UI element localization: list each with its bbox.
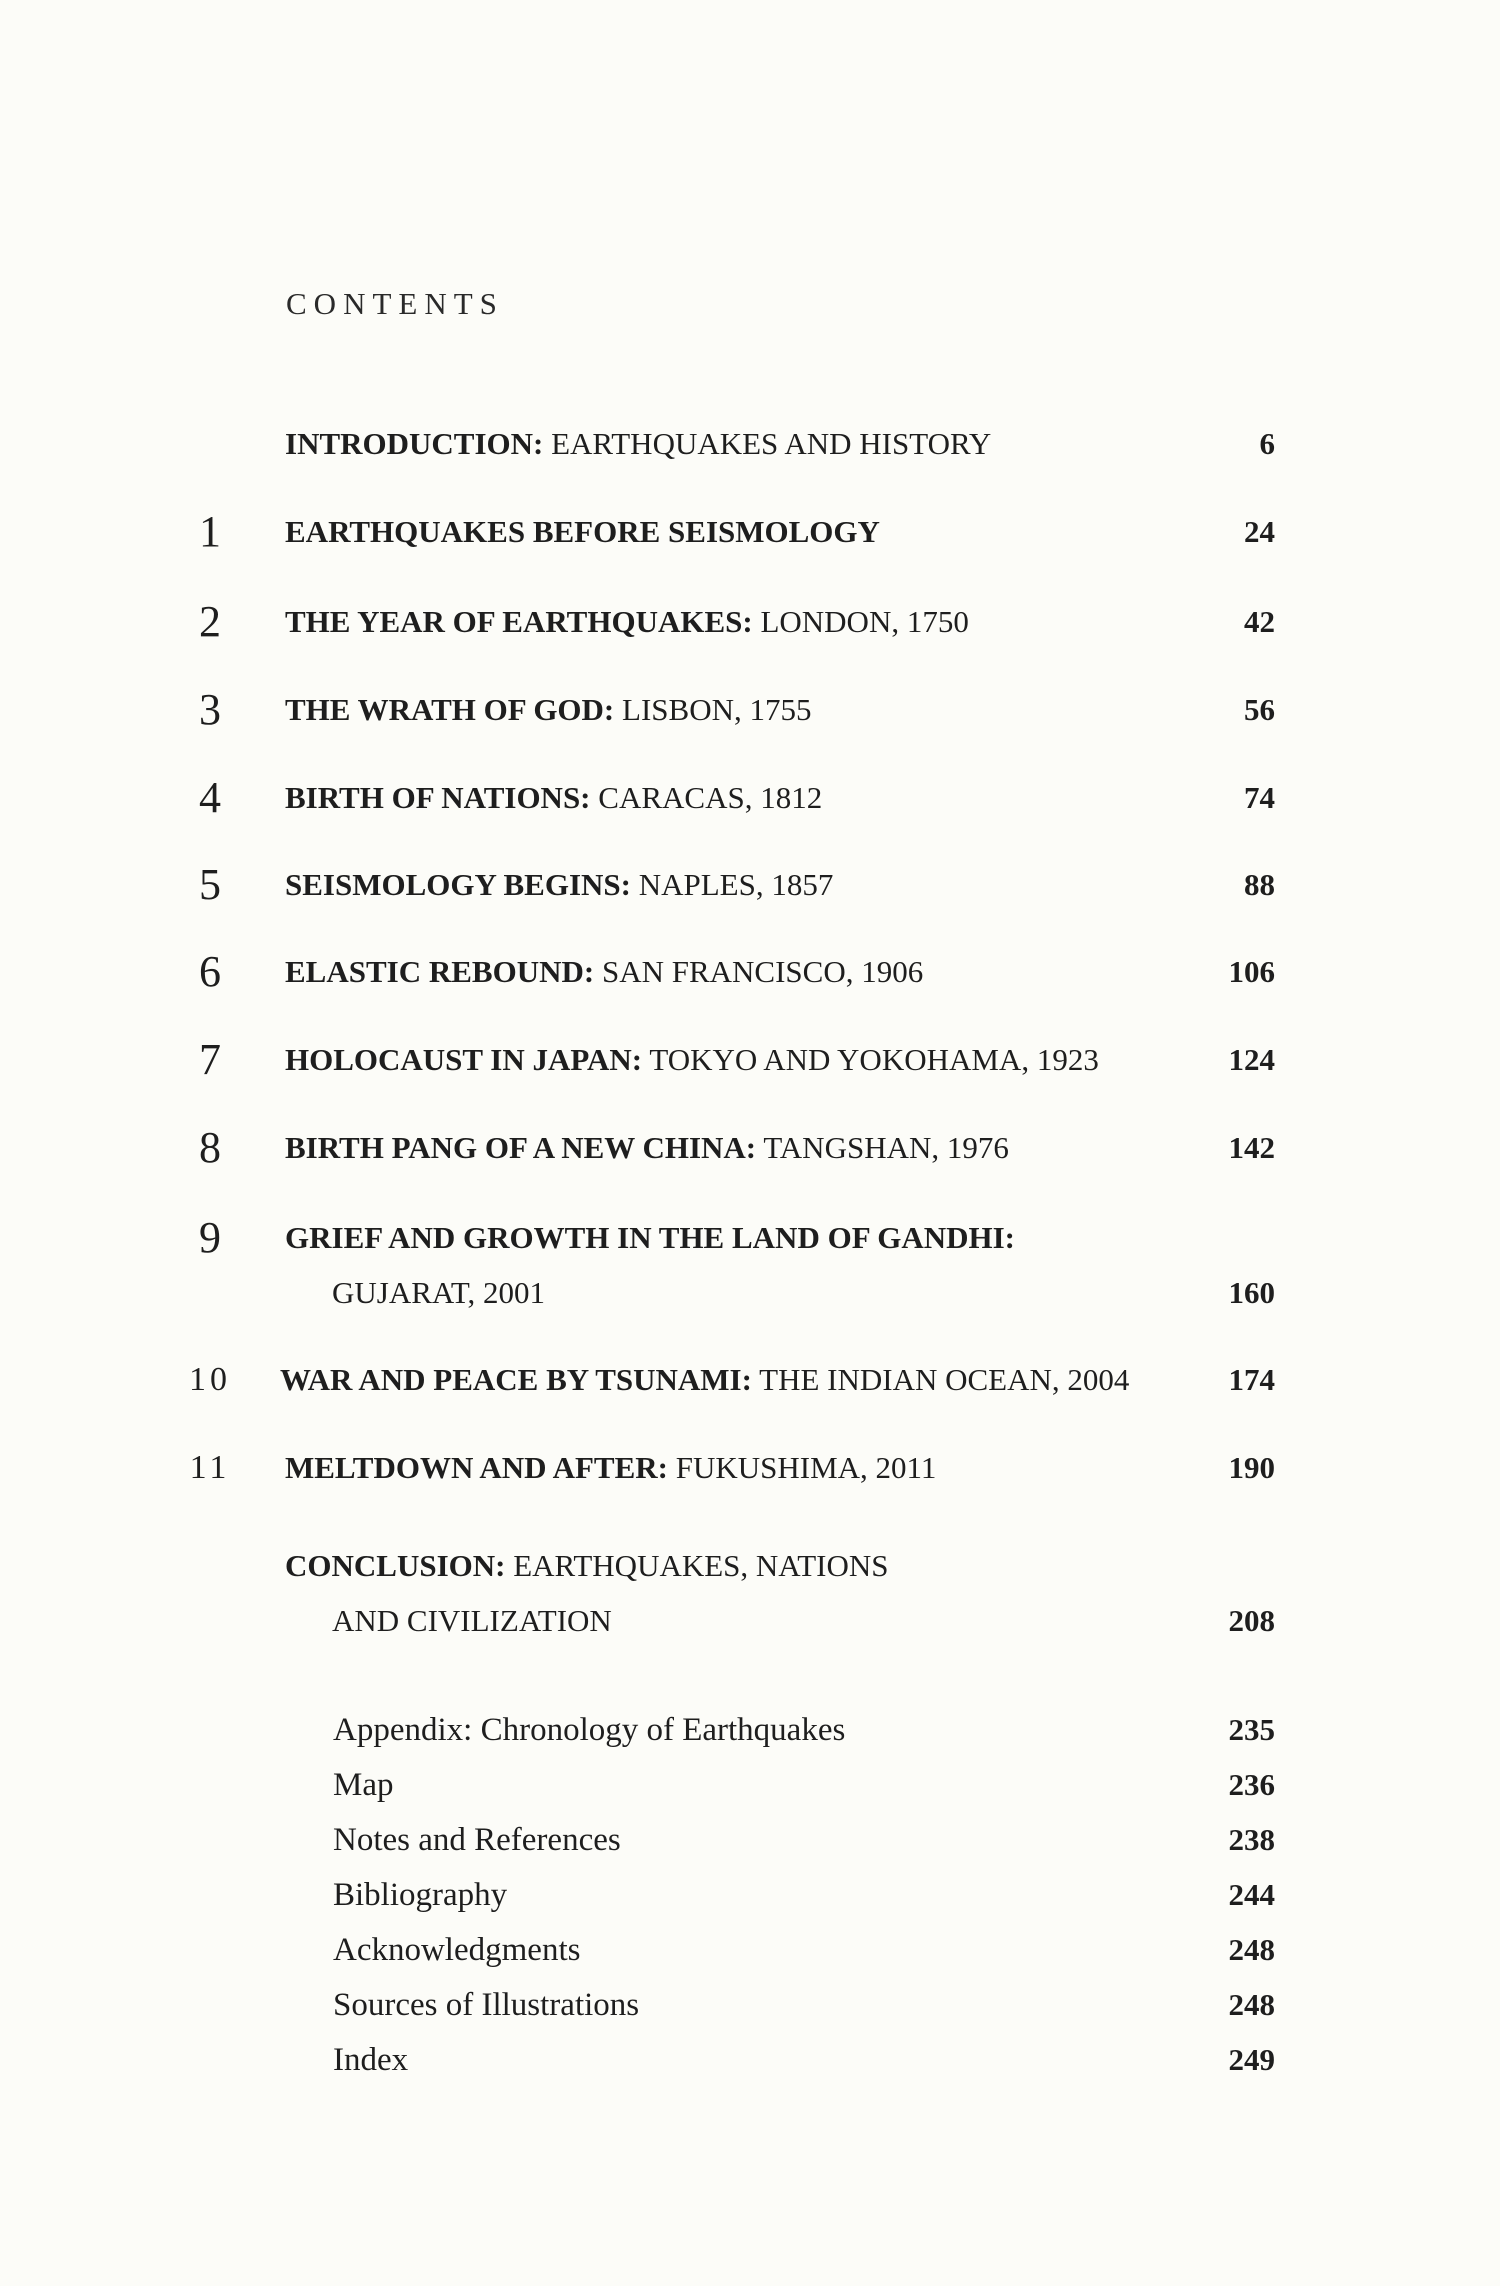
entry-title-bold: WAR AND PEACE BY TSUNAMI: [280,1362,752,1397]
chapter-number: 2 [199,597,221,646]
entry-title [285,768,822,828]
entry-title-bold: BIRTH OF NATIONS: [285,780,591,815]
entry-title-plain: FUKUSHIMA, 2011 [675,1450,937,1485]
entry-title-plain: LISBON, 1755 [622,692,812,727]
entry-title-bold: HOLOCAUST IN JAPAN: [285,1042,643,1077]
toc-entry-chapter-8[interactable] [0,1118,1500,1178]
toc-entry-chapter-1[interactable] [0,502,1500,562]
entry-title-plain: THE INDIAN OCEAN, 2004 [759,1362,1130,1397]
page-number: 160 [1228,1275,1275,1310]
chapter-number: 10 [189,1361,231,1398]
page-number: 248 [1228,1932,1275,1967]
page-number: 106 [1228,954,1275,989]
entry-title-bold: CONCLUSION: [285,1548,506,1583]
back-matter-label: Appendix: Chronology of Earthquakes [333,1712,846,1748]
back-matter-map[interactable] [0,1757,1500,1813]
entry-title-continuation: AND CIVILIZATION [332,1603,612,1638]
page-number: 42 [1244,604,1275,639]
page-number: 208 [1228,1603,1275,1638]
page-number: 190 [1228,1450,1275,1485]
chapter-number: 11 [189,1449,231,1486]
back-matter-bibliography[interactable] [0,1867,1500,1923]
entry-title [285,942,923,1002]
entry-title [285,1438,936,1498]
page-number: 236 [1228,1767,1275,1802]
chapter-number: 6 [199,947,221,996]
entry-title-plain: EARTHQUAKES AND HISTORY [551,426,992,461]
entry-title [285,680,811,740]
page-number: 24 [1244,514,1275,549]
toc-entry-chapter-10[interactable] [0,1350,1500,1410]
entry-title [285,414,991,474]
back-matter-label: Map [333,1767,394,1803]
toc-entry-chapter-9[interactable] [0,1208,1500,1328]
entry-title-bold: SEISMOLOGY BEGINS: [285,867,631,902]
toc-entry-chapter-4[interactable] [0,768,1500,828]
toc-entry-conclusion[interactable] [0,1536,1500,1656]
chapter-number: 8 [199,1123,221,1172]
toc-entry-chapter-7[interactable] [0,1030,1500,1090]
back-matter-index[interactable] [0,2032,1500,2088]
entry-title [285,1030,1099,1090]
toc-entry-chapter-2[interactable] [0,592,1500,652]
back-matter-notes[interactable] [0,1812,1500,1868]
entry-title-plain: LONDON, 1750 [760,604,969,639]
entry-title [285,855,833,915]
entry-title-plain: NAPLES, 1857 [638,867,834,902]
toc-entry-chapter-6[interactable] [0,942,1500,1002]
entry-title-plain: SAN FRANCISCO, 1906 [601,954,924,989]
entry-title [285,1536,889,1596]
entry-title-plain: CARACAS, 1812 [598,780,823,815]
page-number: 235 [1228,1712,1275,1747]
page-number: 248 [1228,1987,1275,2022]
page-number: 124 [1228,1042,1275,1077]
page-number: 238 [1228,1822,1275,1857]
page-number: 56 [1244,692,1275,727]
chapter-number: 1 [199,507,221,556]
back-matter-acknowledgments[interactable] [0,1922,1500,1978]
entry-title [285,1118,1009,1178]
back-matter-label: Acknowledgments [333,1932,581,1968]
toc-entry-chapter-3[interactable] [0,680,1500,740]
page-number: 249 [1228,2042,1275,2077]
back-matter-label: Index [333,2042,409,2078]
back-matter-appendix[interactable] [0,1702,1500,1758]
toc-entry-introduction[interactable] [0,414,1500,474]
entry-title-bold: INTRODUCTION: [285,426,544,461]
entry-title [285,1208,1015,1268]
toc-entry-chapter-5[interactable] [0,855,1500,915]
entry-title-bold: ELASTIC REBOUND: [285,954,595,989]
chapter-number: 3 [199,685,221,734]
entry-title-bold: GRIEF AND GROWTH IN THE LAND OF GANDHI: [285,1220,1015,1255]
entry-title [280,1350,1129,1410]
entry-title-plain: TANGSHAN, 1976 [763,1130,1009,1165]
entry-title-bold: MELTDOWN AND AFTER: [285,1450,668,1485]
entry-title-bold: EARTHQUAKES BEFORE SEISMOLOGY [285,514,880,549]
entry-title [285,502,880,562]
chapter-number: 5 [199,860,221,909]
entry-title-bold: THE WRATH OF GOD: [285,692,615,727]
chapter-number: 4 [199,773,221,822]
page-number: 6 [1259,426,1275,461]
entry-title-bold: BIRTH PANG OF A NEW CHINA: [285,1130,757,1165]
entry-title-continuation: GUJARAT, 2001 [332,1275,545,1310]
back-matter-label: Sources of Illustrations [333,1987,640,2023]
chapter-number: 7 [199,1035,221,1084]
entry-title-bold: THE YEAR OF EARTHQUAKES: [285,604,753,639]
back-matter-label: Notes and References [333,1822,621,1858]
page-number: 142 [1228,1130,1275,1165]
entry-title-plain: EARTHQUAKES, NATIONS [513,1548,889,1583]
page-title: CONTENTS [286,286,504,321]
back-matter-sources[interactable] [0,1977,1500,2033]
chapter-number: 9 [199,1213,221,1262]
page-number: 244 [1228,1877,1275,1912]
entry-title-plain: TOKYO AND YOKOHAMA, 1923 [649,1042,1099,1077]
page-number: 174 [1228,1362,1275,1397]
entry-title [285,592,969,652]
page-number: 88 [1244,867,1275,902]
page-number: 74 [1244,780,1275,815]
back-matter-label: Bibliography [333,1877,508,1913]
toc-entry-chapter-11[interactable] [0,1438,1500,1498]
